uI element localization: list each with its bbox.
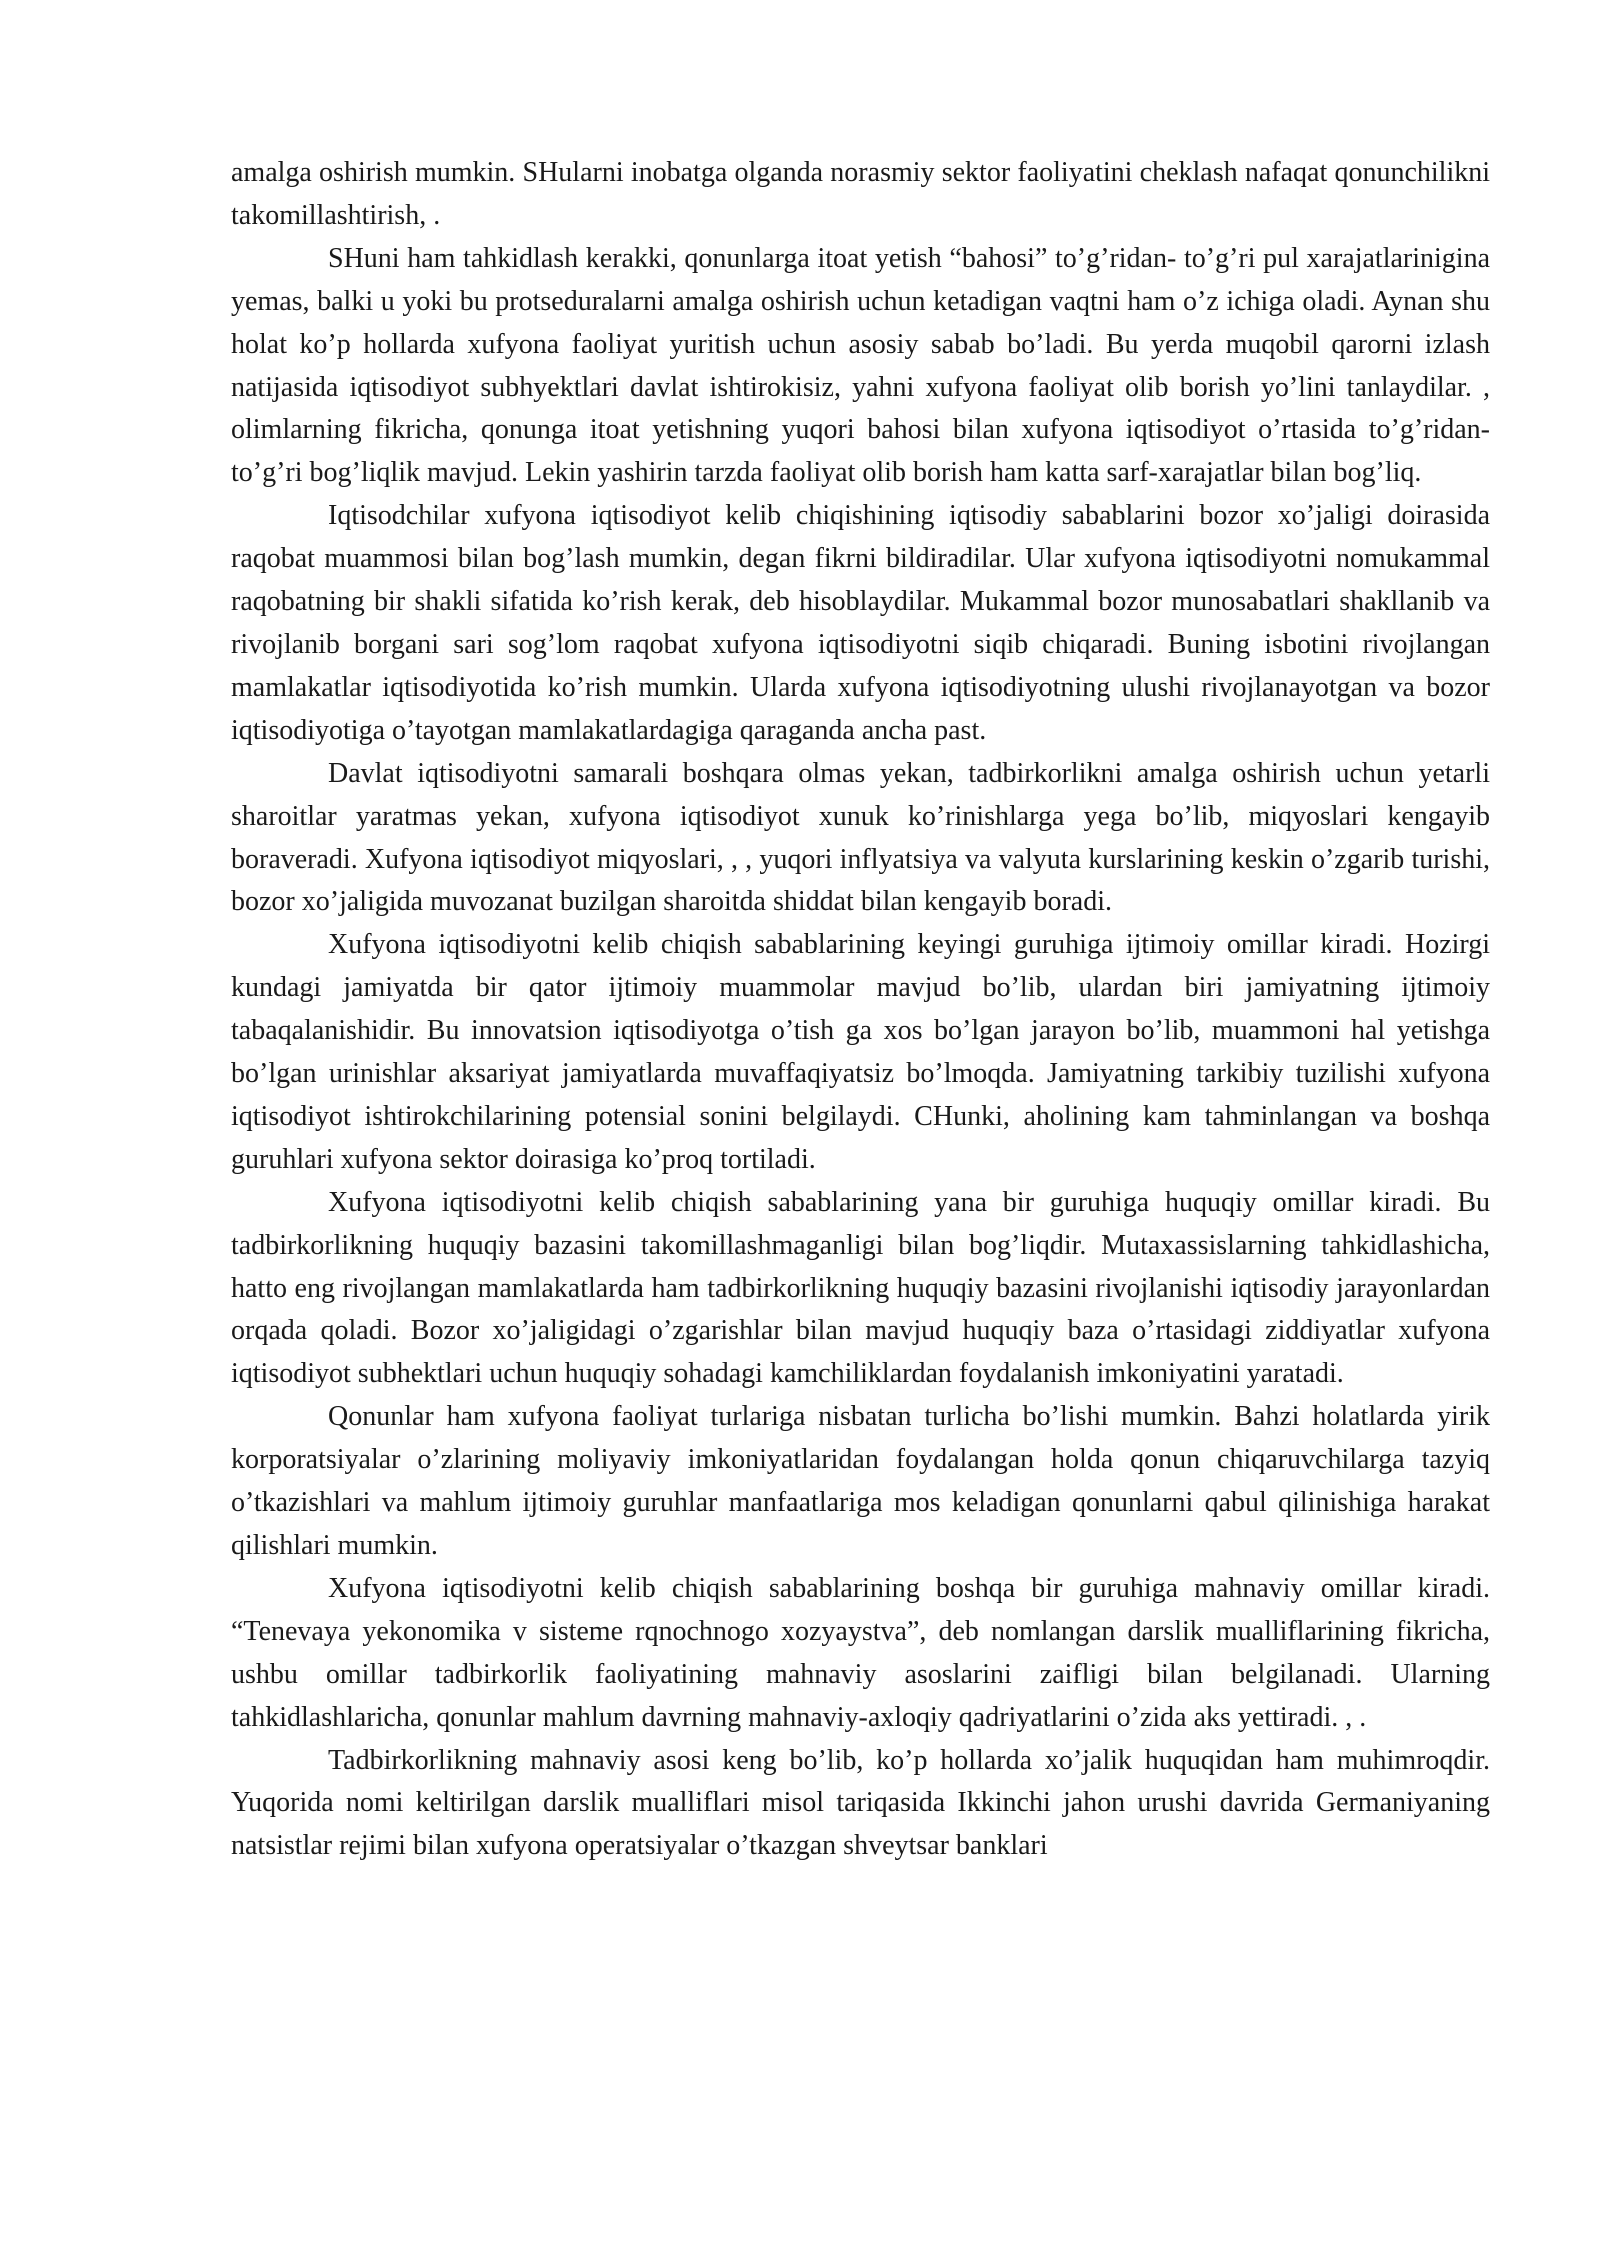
document-page [231,152,1490,1868]
paragraph-continuation: amalga oshirish mumkin. SHularni inobatga olganda norasmiy sektor faoliyatini cheklash nafaqat qonunchilikni takomillashtirish, . [231,157,1490,231]
paragraph-moral-basis: Tadbirkorlikning mahnaviy asosi keng bo’lib, ko’p hollarda xo’jalik huquqidan ham muhimroqdir. Yuqorida nomi keltirilgan darslik mualliflari misol tariqasida Ikkinchi jahon urushi davrida Germaniyaning natsistlar rejimi bilan xufyona operatsiyalar o’tkazgan shveytsar banklari [231,1744,1490,1862]
paragraph-moral-factors: Xufyona iqtisodiyotni kelib chiqish sabablarining boshqa bir guruhiga mahnaviy omillar kiradi. “Tenevaya yekonomika v sisteme rqnochnogo xozyaystva”, deb nomlangan darslik mualliflarining fikricha, ushbu omillar tadbirkorlik faoliyatining mahnaviy asoslarini zaifligi bilan belgilanadi. Ularning tahkidlashlaricha, qonunlar mahlum davrning mahnaviy-axloqiy qadriyatlarini o’zida aks yettiradi. , . [231,1572,1490,1733]
paragraph-price-of-compliance: SHuni ham tahkidlash kerakki, qonunlarga itoat yetish “bahosi” to’g’ridan- to’g’ri pul xarajatlarinigina yemas, balki u yoki bu protseduralarni amalga oshirish uchun ketadigan vaqtni ham o’z ichiga oladi. Aynan shu holat ko’p hollarda xufyona faoliyat yuritish uchun asosiy sabab bo’ladi. Bu yerda muqobil qarorni izlash natijasida iqtisodiyot subhyektlari davlat ishtirokisiz, yahni xufyona faoliyat olib borish yo’lini tanlaydilar. , olimlarning fikricha, qonunga itoat yetishning yuqori bahosi bilan xufyona iqtisodiyot o’rtasida to’g’ridan-to’g’ri bog’liqlik mavjud. Lekin yashirin tarzda faoliyat olib borish ham katta sarf-xarajatlar bilan bog’liq. [231,242,1490,489]
paragraph-laws-and-corporations: Qonunlar ham xufyona faoliyat turlariga nisbatan turlicha bo’lishi mumkin. Bahzi holatlarda yirik korporatsiyalar o’zlarining moliyaviy imkoniyatlaridan foydalangan holda qonun chiqaruvchilarga tazyiq o’tkazishlari va mahlum ijtimoiy guruhlar manfaatlariga mos keladigan qonunlarni qabul qilinishiga harakat qilishlari mumkin. [231,1401,1490,1561]
paragraph-social-factors: Xufyona iqtisodiyotni kelib chiqish sabablarining keyingi guruhiga ijtimoiy omillar kiradi. Hozirgi kundagi jamiyatda bir qator ijtimoiy muammolar mavjud bo’lib, ulardan biri jamiyatning ijtimoiy tabaqalanishidir. Bu innovatsion iqtisodiyotga o’tish ga xos bo’lgan jarayon bo’lib, muammoni hal yetishga bo’lgan urinishlar aksariyat jamiyatlarda muvaffaqiyatsiz bo’lmoqda. Jamiyatning tarkibiy tuzilishi xufyona iqtisodiyot ishtirokchilarining potensial sonini belgilaydi. CHunki, aholining kam tahminlangan va boshqa guruhlari xufyona sektor doirasiga ko’proq tortiladi. [231,929,1490,1175]
paragraph-legal-factors: Xufyona iqtisodiyotni kelib chiqish sabablarining yana bir guruhiga huquqiy omillar kiradi. Bu tadbirkorlikning huquqiy bazasini takomillashmaganligi bilan bog’liqdir. Mutaxassislarning tahkidlashicha, hatto eng rivojlangan mamlakatlarda ham tadbirkorlikning huquqiy bazasini rivojlanishi iqtisodiy jarayonlardan orqada qoladi. Bozor xo’jaligidagi o’zgarishlar bilan mavjud huquqiy baza o’rtasidagi ziddiyatlar xufyona iqtisodiyot subhektlari uchun huquqiy sohadagi kamchiliklardan foydalanish imkoniyatini yaratadi. [231,1186,1490,1390]
paragraph-economic-causes: Iqtisodchilar xufyona iqtisodiyot kelib chiqishining iqtisodiy sabablarini bozor xo’jaligi doirasida raqobat muammosi bilan bog’lash mumkin, degan fikrni bildiradilar. Ular xufyona iqtisodiyotni nomukammal raqobatning bir shakli sifatida ko’rish kerak, deb hisoblaydilar. Mukammal bozor munosabatlari shakllanib va rivojlanib borgani sari sog’lom raqobat xufyona iqtisodiyotni siqib chiqaradi. Buning isbotini rivojlangan mamlakatlar iqtisodiyotida ko’rish mumkin. Ularda xufyona iqtisodiyotning ulushi rivojlanayotgan va bozor iqtisodiyotiga o’tayotgan mamlakatlardagiga qaraganda ancha past. [231,500,1490,746]
paragraph-state-management: Davlat iqtisodiyotni samarali boshqara olmas yekan, tadbirkorlikni amalga oshirish uchun yetarli sharoitlar yaratmas yekan, xufyona iqtisodiyot xunuk ko’rinishlarga yega bo’lib, miqyoslari kengayib boraveradi. Xufyona iqtisodiyot miqyoslari, , , yuqori inflyatsiya va valyuta kurslarining keskin o’zgarib turishi, bozor xo’jaligida muvozanat buzilgan sharoitda shiddat bilan kengayib boradi. [231,757,1490,918]
